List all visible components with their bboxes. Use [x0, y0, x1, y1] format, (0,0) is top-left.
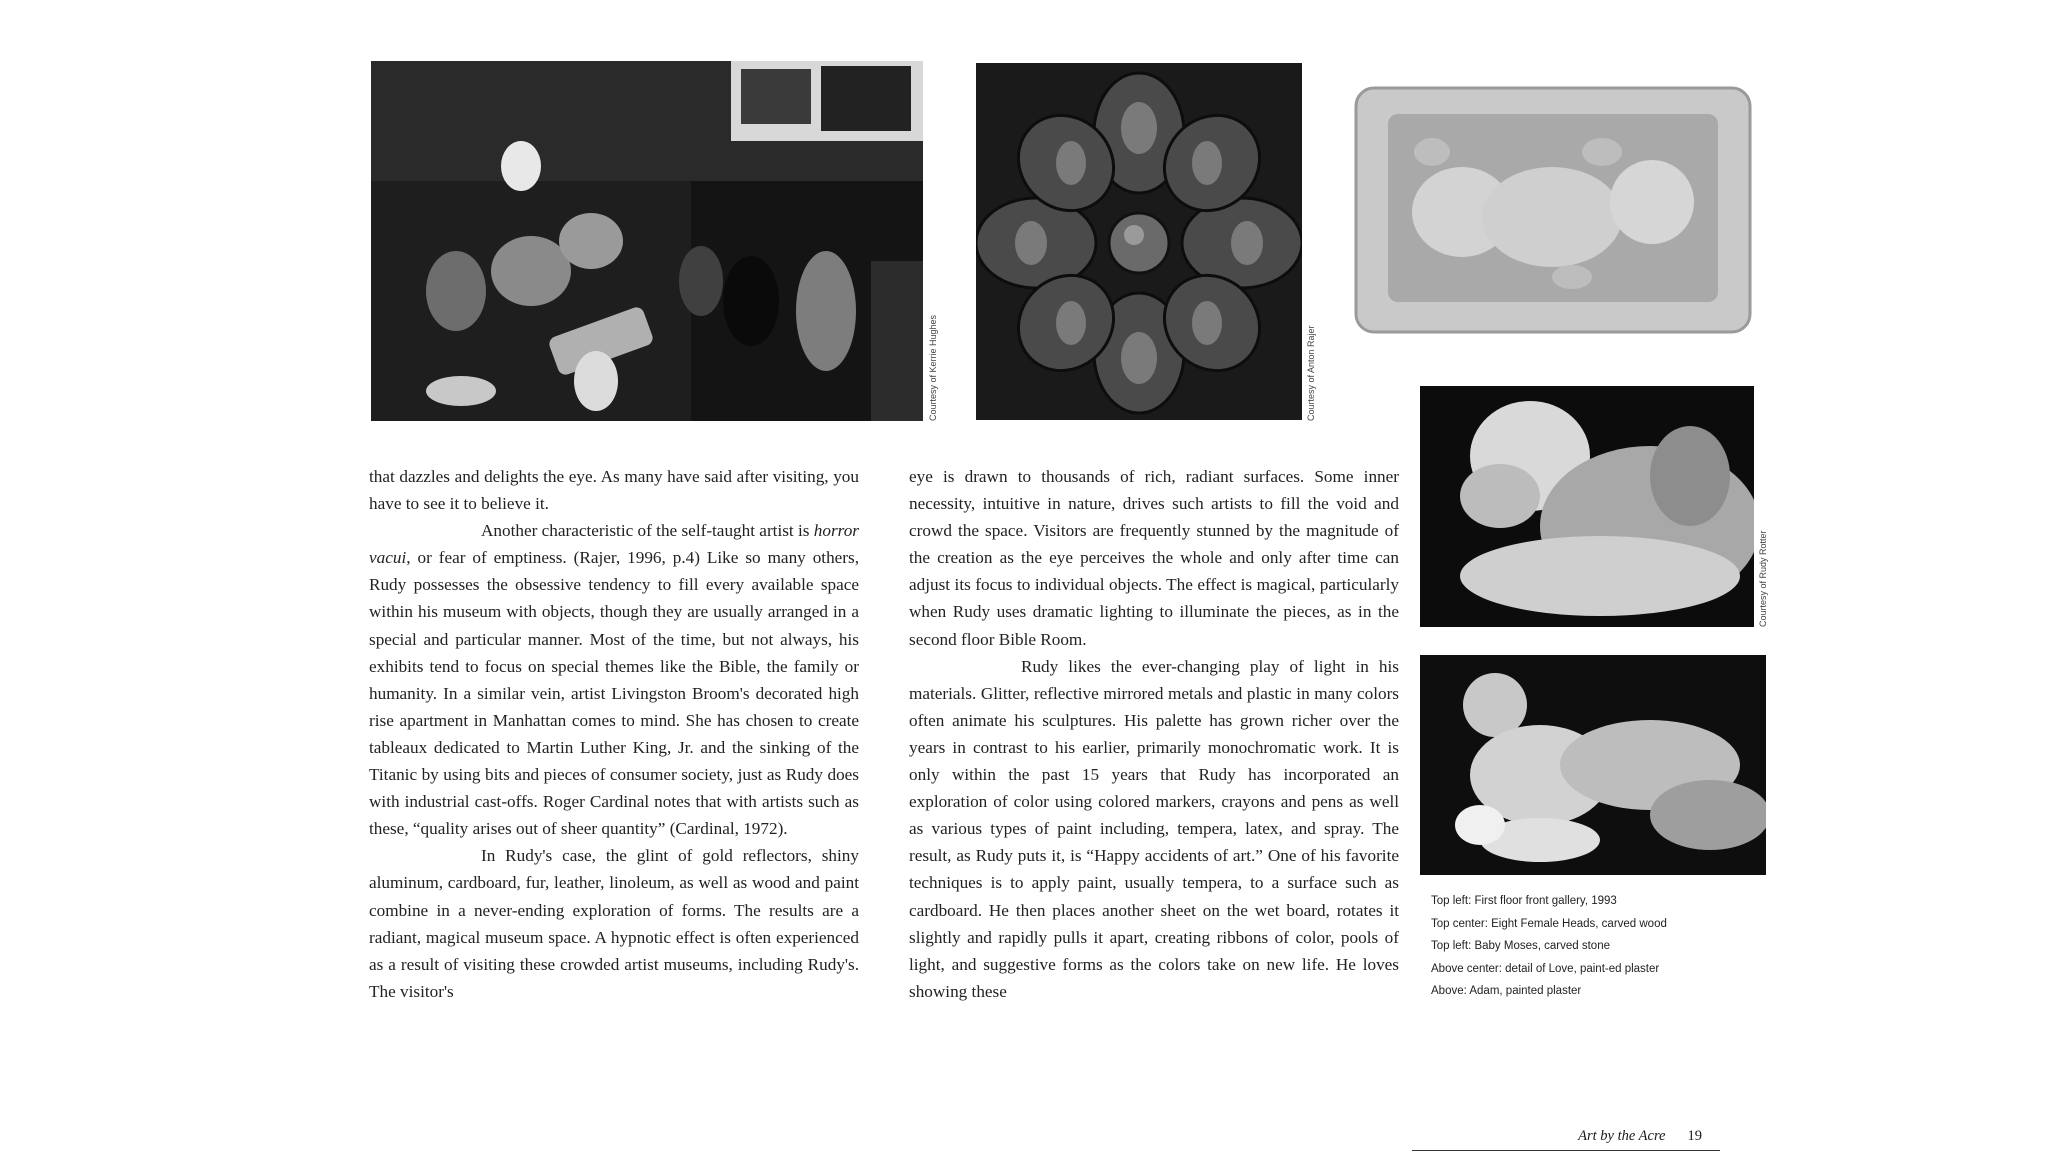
left-paragraph-2 — [369, 517, 859, 842]
page-number: 19 — [1687, 1128, 1702, 1144]
love-detail-photo — [1420, 386, 1754, 627]
left-paragraph-2-rest: , or fear of emptiness. (Rajer, 1996, p.4) Like so many others, Rudy possesses the obsessive tendency to fill every available space within his museum with objects, though they are usually arranged in a special and particular manner. Most of the time, but not always, his exhibits tend to focus on special themes like the Bible, the family or humanity. In a similar vein, artist Livingston Broom's decorated high rise apartment in Manhattan comes to mind. She has chosen to create tableaux dedicated to Martin Luther King, Jr. and the sinking of the Titanic by using bits and pieces of consumer society, just as Rudy does with industrial cast-offs. Roger Cardinal notes that with artists such as these, “quality arises out of sheer quantity” (Cardinal, 1972). — [369, 548, 859, 839]
baby-moses-photo — [1352, 82, 1754, 340]
caption-female-heads: Top center: Eight Female Heads, carved wood — [1431, 917, 1667, 930]
page-footer — [1412, 1128, 1720, 1151]
caption-love: Above center: detail of Love, paint-ed plaster — [1431, 962, 1660, 975]
left-paragraph-1: that dazzles and delights the eye. As many have said after visiting, you have to see it to believe it. — [369, 467, 859, 514]
left-paragraph-3: In Rudy's case, the glint of gold reflectors, shiny aluminum, cardboard, fur, leather, linoleum, as well as wood and paint combine in a never-ending exploration of forms. The results are a radiant, magical museum space. A hypnotic effect is often experienced as a result of visiting these crowded artist museums, including Rudy's. The visitor's — [369, 846, 859, 1001]
left-text-column — [369, 463, 859, 1005]
right-paragraph-1: eye is drawn to thousands of rich, radiant surfaces. Some inner necessity, intuitive in nature, drives such artists to fill the void and crowd the space. Visitors are frequently stunned by the magnitude of the creation as the eye perceives the whole and only after time can adjust its focus to individual objects. The effect is magical, particularly when Rudy uses dramatic lighting to illuminate the pieces, as in the second floor Bible Room. — [909, 467, 1399, 649]
photo-captions — [1431, 894, 1671, 1007]
female-heads-photo — [976, 63, 1302, 420]
love-detail-photo-credit: Courtesy of Rudy Rotter — [1758, 530, 1768, 627]
female-heads-photo-credit: Courtesy of Anton Rajer — [1306, 325, 1316, 421]
left-paragraph-2-lead: Another characteristic of the self-taught artist is — [481, 521, 814, 541]
publication-title: Art by the Acre — [1578, 1128, 1666, 1144]
right-text-column — [909, 463, 1399, 1005]
right-paragraph-2: Rudy likes the ever-changing play of light in his materials. Glitter, reflective mirrored metals and plastic in many colors often animate his sculptures. His palette has grown richer over the years in contrast to his earlier, primarily monochromatic work. It is only within the past 15 years that Rudy has incorporated an exploration of color using colored markers, crayons and pens as well as various types of paint including, tempera, latex, and spray. The result, as Rudy puts it, is “Happy accidents of art.” One of his favorite techniques is to apply paint, usually tempera, to a surface such as cardboard. He then places another sheet on the wet board, rotates it slightly and rapidly pulls it apart, creating ribbons of color, pools of light, and suggestive forms as the colors take on new life. He loves showing these — [909, 656, 1399, 1001]
horror-vacui-term: horror vacui — [369, 521, 859, 568]
caption-baby-moses: Top left: Baby Moses, carved stone — [1431, 940, 1610, 952]
caption-adam: Above: Adam, painted plaster — [1431, 985, 1582, 997]
gallery-photo — [371, 61, 923, 421]
caption-gallery: Top left: First floor front gallery, 1993 — [1431, 895, 1617, 907]
adam-photo — [1420, 655, 1766, 875]
gallery-photo-credit: Courtesy of Kerrie Hughes — [928, 314, 938, 421]
